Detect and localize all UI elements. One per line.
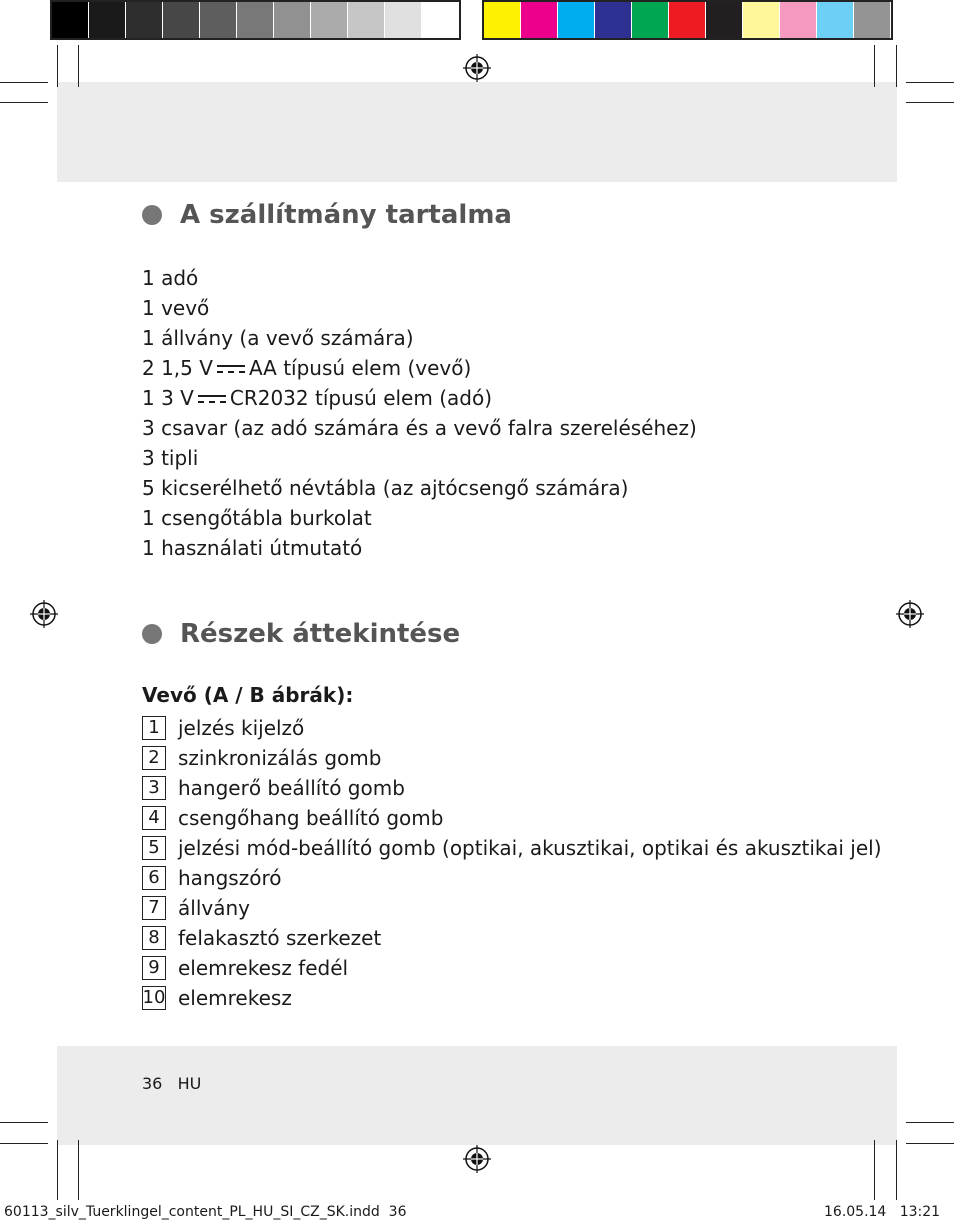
section-title-parts (142, 619, 460, 649)
crop-mark (906, 1122, 954, 1123)
part-number-box: 7 (142, 896, 166, 920)
part-number-box: 6 (142, 866, 166, 890)
part-item (142, 923, 882, 953)
crop-mark (874, 1140, 875, 1200)
part-number-box: 5 (142, 836, 166, 860)
bullet-icon (142, 624, 162, 644)
color-swatch (706, 2, 743, 38)
footer-file-name: 60113_silv_Tuerklingel_content_PL_HU_SI_CZ_SK.indd 36 (4, 1204, 407, 1220)
contents-item: 3 tipli (142, 446, 199, 470)
color-swatch (200, 2, 237, 38)
contents-list (142, 263, 697, 563)
crop-mark (896, 45, 897, 87)
part-item (142, 893, 882, 923)
color-swatch (817, 2, 854, 38)
color-swatch (595, 2, 632, 38)
contents-item: 3 csavar (az adó számára és a vevő falra szereléséhez) (142, 416, 697, 440)
contents-item: 2 1,5 V AA típusú elem (vevő) (142, 356, 472, 380)
part-label: hangerő beállító gomb (178, 776, 405, 800)
color-swatch (558, 2, 595, 38)
crop-mark (0, 82, 48, 83)
color-swatch (274, 2, 311, 38)
section-title-text: A szállítmány tartalma (180, 200, 512, 230)
crop-mark (57, 45, 58, 87)
color-swatch (422, 2, 459, 38)
part-label: állvány (178, 896, 250, 920)
crop-mark (78, 45, 79, 87)
color-swatch (521, 2, 558, 38)
part-number-box: 4 (142, 806, 166, 830)
crop-mark (0, 1122, 48, 1123)
bottom-gray-band (57, 1046, 897, 1145)
contents-item: 1 csengőtábla burkolat (142, 506, 372, 530)
top-gray-band (57, 82, 897, 182)
grayscale-color-bar (50, 0, 461, 40)
color-swatch (385, 2, 422, 38)
registration-mark-icon (463, 54, 491, 82)
part-number-box: 3 (142, 776, 166, 800)
registration-mark-icon (463, 1145, 491, 1173)
part-label: elemrekesz fedél (178, 956, 349, 980)
section-title-text: Részek áttekintése (180, 619, 461, 649)
crop-mark (906, 1143, 954, 1144)
crop-mark (896, 1140, 897, 1200)
contents-item: 1 3 V CR2032 típusú elem (adó) (142, 386, 492, 410)
part-item (142, 953, 882, 983)
direct-current-icon (217, 365, 245, 375)
contents-item: 1 használati útmutató (142, 536, 363, 560)
contents-item: 1 adó (142, 266, 199, 290)
part-item (142, 803, 882, 833)
part-label: csengőhang beállító gomb (178, 806, 444, 830)
crop-mark (0, 1143, 48, 1144)
color-swatch (780, 2, 817, 38)
color-swatch (484, 2, 521, 38)
crop-mark (906, 102, 954, 103)
part-label: elemrekesz (178, 986, 292, 1010)
part-label: felakasztó szerkezet (178, 926, 382, 950)
part-label: szinkronizálás gomb (178, 746, 382, 770)
color-swatch (126, 2, 163, 38)
receiver-subheading: Vevő (A / B ábrák): (142, 683, 354, 707)
contents-item: 1 vevő (142, 296, 210, 320)
parts-list (142, 713, 882, 1013)
color-swatch (854, 2, 891, 38)
part-number-box: 1 (142, 716, 166, 740)
process-color-bar (482, 0, 893, 40)
crop-mark (906, 82, 954, 83)
color-swatch (163, 2, 200, 38)
part-label: jelzési mód-beállító gomb (optikai, akusztikai, optikai és akusztikai jel) (178, 836, 882, 860)
color-swatch (311, 2, 348, 38)
color-swatch (632, 2, 669, 38)
contents-item: 5 kicserélhető névtábla (az ajtócsengő számára) (142, 476, 629, 500)
part-number-box: 9 (142, 956, 166, 980)
registration-mark-icon (896, 600, 924, 628)
color-swatch (669, 2, 706, 38)
color-swatch (348, 2, 385, 38)
part-number-box: 10 (142, 987, 166, 1008)
crop-mark (874, 45, 875, 87)
part-number-box: 2 (142, 746, 166, 770)
bullet-icon (142, 205, 162, 225)
color-swatch (89, 2, 126, 38)
color-swatch (743, 2, 780, 38)
part-label: jelzés kijelző (178, 716, 305, 740)
color-swatch (52, 2, 89, 38)
section-title-contents (142, 200, 512, 230)
part-item (142, 743, 882, 773)
page-number: 36 HU (142, 1074, 202, 1093)
part-item (142, 983, 882, 1013)
part-item (142, 833, 882, 863)
part-number-box: 8 (142, 926, 166, 950)
crop-mark (57, 1140, 58, 1200)
contents-item: 1 állvány (a vevő számára) (142, 326, 414, 350)
part-item (142, 713, 882, 743)
color-swatch (237, 2, 274, 38)
part-label: hangszóró (178, 866, 282, 890)
direct-current-icon (198, 395, 226, 405)
footer-date: 16.05.14 13:21 (824, 1204, 941, 1220)
crop-mark (78, 1140, 79, 1200)
registration-mark-icon (30, 600, 58, 628)
crop-mark (0, 102, 48, 103)
part-item (142, 773, 882, 803)
part-item (142, 863, 882, 893)
